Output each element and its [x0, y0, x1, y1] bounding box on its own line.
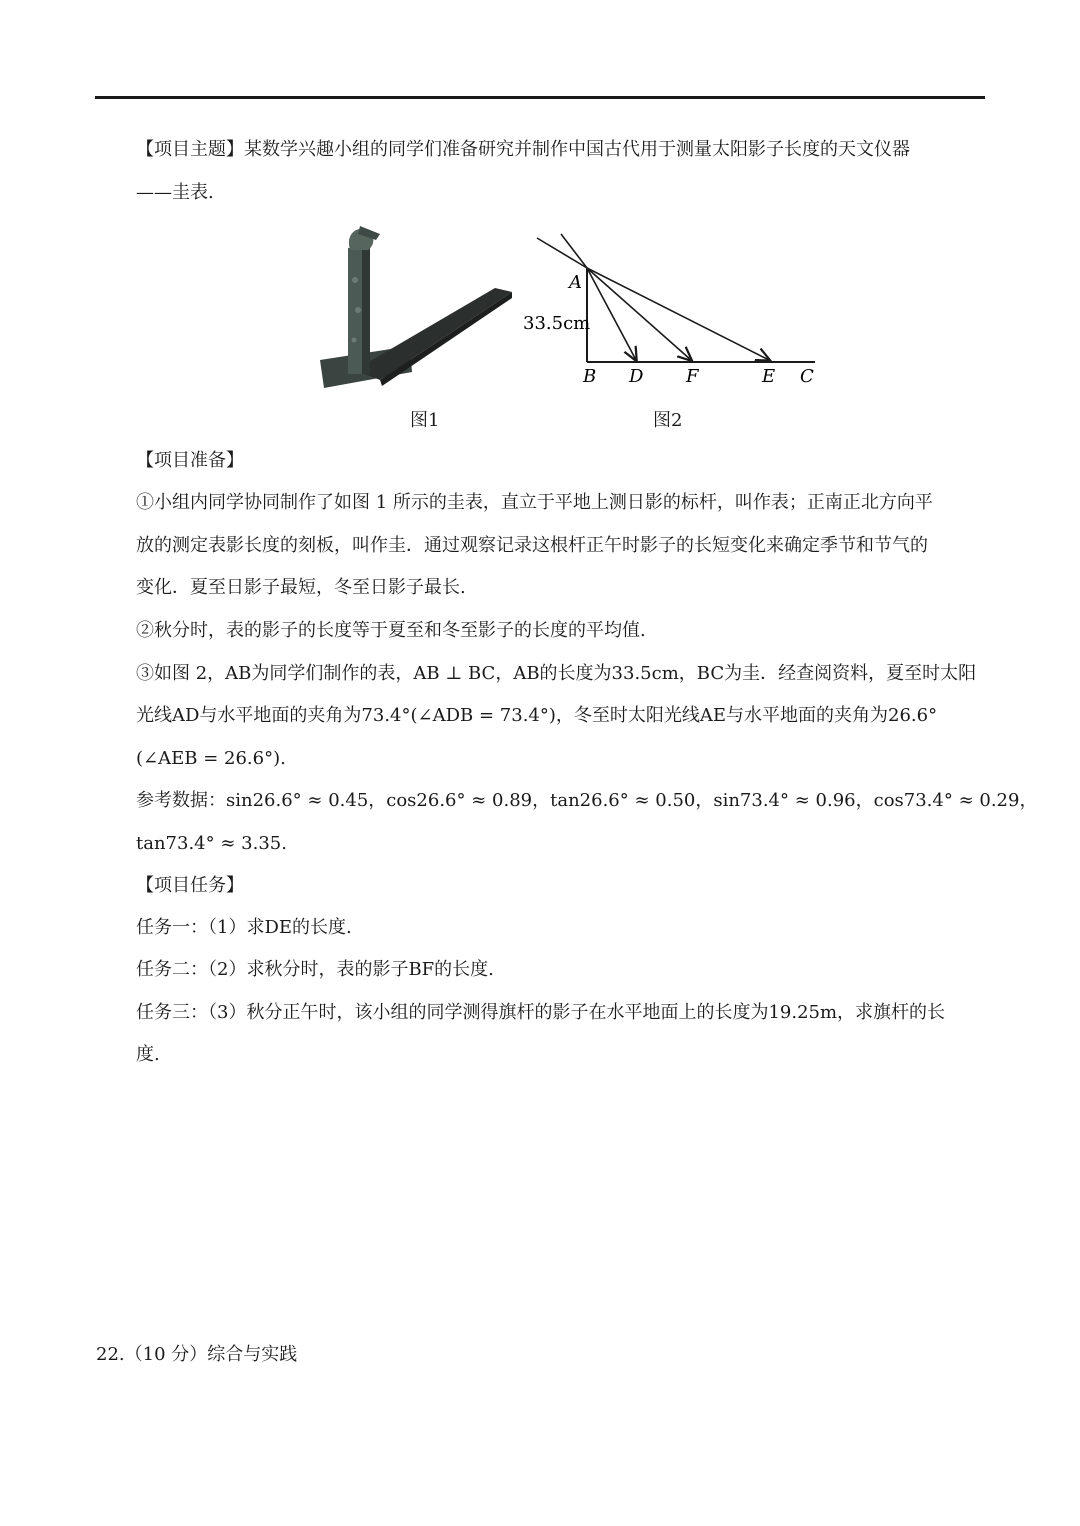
prep-heading: 【项目准备】 — [136, 450, 244, 471]
prep-p1-line-1: ①小组内同学协同制作了如图 1 所示的圭表，直立于平地上测日影的标杆，叫作表；正南正北方向平 — [136, 492, 933, 513]
reference-data-line-1: 参考数据：sin26.6° ≈ 0.45，cos26.6° ≈ 0.89，tan26.6° ≈ 0.50，sin73.4° ≈ 0.96，cos73.4° ≈ 0.29， — [136, 790, 1038, 811]
label-d: D — [629, 366, 644, 387]
prep-p1-line-3: 变化．夏至日影子最短，冬至日影子最长. — [136, 577, 466, 598]
ray-upper-1 — [537, 238, 587, 268]
prep-p3-line-3: (∠AEB = 26.6°). — [136, 748, 286, 769]
task-2: 任务二：（2）求秋分时，表的影子BF的长度. — [136, 959, 494, 980]
label-b: B — [583, 366, 597, 387]
prep-p3-line-1: ③如图 2，AB为同学们制作的表，AB ⊥ BC，AB的长度为33.5cm，BC为圭．经查阅资料，夏至时太阳 — [136, 663, 977, 684]
figure-1-gnomon-photo — [300, 220, 520, 400]
length-label: 33.5cm — [523, 313, 591, 334]
ray-af — [587, 268, 691, 360]
prep-p1-line-2: 放的测定表影长度的刻板，叫作圭．通过观察记录这根杆正午时影子的长短变化来确定季节和节气的 — [136, 535, 928, 556]
task-3-line-1: 任务三：（3）秋分正午时，该小组的同学测得旗杆的影子在水平地面上的长度为19.25m，求旗杆的长 — [136, 1002, 946, 1023]
top-rule — [95, 96, 985, 99]
label-f: F — [686, 366, 699, 387]
label-e: E — [762, 366, 776, 387]
figure-2-diagram — [515, 228, 825, 394]
tasks-heading: 【项目任务】 — [136, 875, 244, 896]
question-22-heading: 22.（10 分）综合与实践 — [96, 1344, 298, 1365]
task-1: 任务一：（1）求DE的长度. — [136, 917, 352, 938]
ray-ad — [587, 268, 636, 360]
figure-2-caption: 图2 — [653, 410, 683, 431]
label-c: C — [800, 366, 814, 387]
intro-line-2: ——圭表. — [136, 182, 214, 203]
ray-upper-2 — [561, 234, 587, 268]
intro-line-1: 【项目主题】某数学兴趣小组的同学们准备研究并制作中国古代用于测量太阳影子长度的天文仪器 — [136, 139, 910, 160]
label-a: A — [569, 272, 582, 293]
task-3-line-2: 度. — [136, 1044, 160, 1065]
prep-p3-line-2: 光线AD与水平地面的夹角为73.4°(∠ADB = 73.4°)，冬至时太阳光线AE与水平地面的夹角为26.6° — [136, 705, 938, 726]
ray-ae — [587, 268, 769, 360]
prep-p2: ②秋分时，表的影子的长度等于夏至和冬至影子的长度的平均值. — [136, 620, 646, 641]
reference-data-line-2: tan73.4° ≈ 3.35. — [136, 833, 287, 854]
figure-1-caption: 图1 — [410, 410, 440, 431]
